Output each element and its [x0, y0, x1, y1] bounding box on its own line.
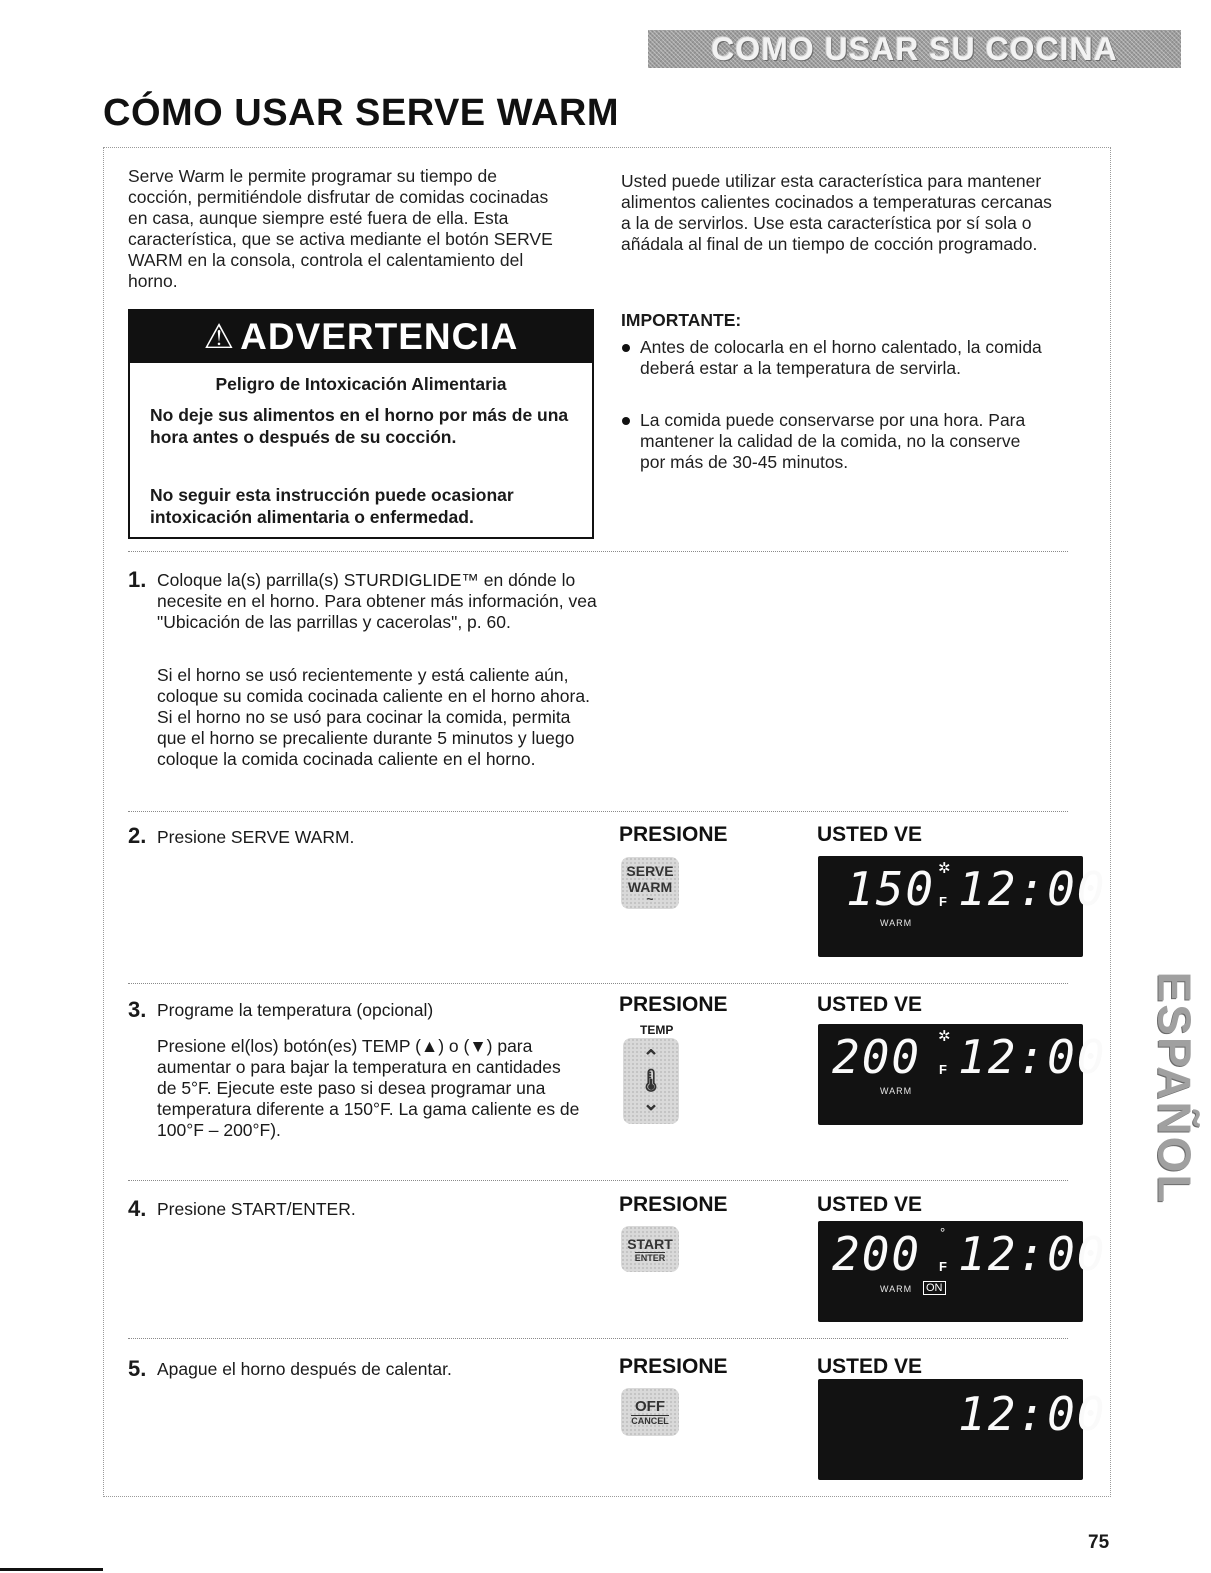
bottom-rule	[0, 1568, 103, 1571]
warning-heading: ADVERTENCIA	[240, 316, 519, 357]
cancel-label: CANCEL	[631, 1416, 669, 1426]
warning-body-1: No deje sus alimentos en el horno por más de una hora antes o después de su cocción.	[150, 405, 569, 447]
serve-warm-button[interactable]	[621, 857, 679, 909]
separator	[128, 1180, 1068, 1181]
display-clock: 12:00	[958, 1227, 1107, 1281]
page-number: 75	[1088, 1532, 1110, 1553]
off-label: OFF	[635, 1398, 665, 1415]
oven-display-step-2	[818, 856, 1107, 957]
step-2-text: Presione SERVE WARM.	[157, 827, 355, 847]
display-mode-label: WARM	[880, 918, 913, 928]
step-4-number: 4.	[128, 1196, 147, 1221]
press-column-label: PRESIONE	[619, 1193, 728, 1216]
see-column-label: USTED VE	[817, 1193, 923, 1216]
step-2-number: 2.	[128, 823, 147, 848]
display-temperature: 200	[832, 1030, 922, 1084]
temp-button[interactable]	[623, 1038, 679, 1124]
see-column-label: USTED VE	[817, 993, 923, 1016]
serve-warm-icon: ~	[646, 892, 654, 906]
display-temperature: 200	[832, 1227, 922, 1281]
step-5-number: 5.	[128, 1356, 147, 1381]
important-title: IMPORTANTE:	[621, 310, 742, 330]
degree-icon: °	[940, 1225, 946, 1240]
display-unit: F	[939, 1259, 947, 1274]
sun-icon: ✲	[938, 860, 951, 877]
display-clock: 12:00	[958, 1387, 1107, 1441]
serve-warm-label-2: WARM	[627, 879, 673, 895]
step-4-text: Presione START/ENTER.	[157, 1199, 356, 1219]
language-side-tab	[1148, 965, 1201, 1210]
display-clock: 12:00	[958, 1030, 1107, 1084]
language-side-tab-label: ESPAÑOL	[1148, 971, 1201, 1204]
bullet-dot-icon	[622, 417, 630, 425]
section-banner-text: COMO USAR SU COCINA	[711, 30, 1118, 67]
step-3-number: 3.	[128, 997, 147, 1022]
temp-up-arrow-icon[interactable]: ⌃	[642, 1047, 660, 1069]
step-3-text-2: Presione el(los) botón(es) TEMP (▲) o (▼) para aumentar o para bajar la temperatura en cantidades de 5°F. Ejecute este paso si desea programar una temperatura diferente a 150°F. La gama caliente es de 100°F – 200°F).	[157, 1036, 580, 1140]
warning-body-2: No seguir esta instrucción puede ocasionar intoxicación alimentaria o enfermedad.	[150, 485, 514, 527]
oven-display-step-5	[818, 1379, 1107, 1480]
see-column-label: USTED VE	[817, 1355, 923, 1378]
display-on-indicator: ON	[923, 1281, 946, 1295]
press-column-label: PRESIONE	[619, 823, 728, 846]
step-3-text: Programe la temperatura (opcional)	[157, 1000, 434, 1020]
intro-right-paragraph: Usted puede utilizar esta característica para mantener alimentos calientes cocinados a temperaturas cercanas a la de servirlos. Use esta característica por sí sola o añádala al final de un tiempo de cocción programado.	[621, 171, 1052, 254]
press-column-label: PRESIONE	[619, 993, 728, 1016]
display-unit: F	[939, 1062, 947, 1077]
separator	[128, 983, 1068, 984]
warning-triangle-icon: ⚠	[203, 318, 235, 356]
step-1-text-2: Si el horno se usó recientemente y está caliente aún, coloque su comida cocinada caliente en el horno ahora. Si el horno no se usó para cocinar la comida, permita que el horno se precaliente durante 5 minutos y luego coloque la comida cocinada caliente en el horno.	[157, 665, 590, 769]
separator	[128, 811, 1068, 812]
bullet-dot-icon	[622, 344, 630, 352]
display-temperature: 150	[846, 862, 936, 916]
step-5-text: Apague el horno después de calentar.	[157, 1359, 452, 1379]
warning-box	[128, 309, 594, 539]
start-label: START	[627, 1235, 673, 1252]
display-mode-label: WARM	[880, 1284, 913, 1294]
oven-display-step-3	[818, 1024, 1107, 1125]
enter-label: ENTER	[634, 1252, 666, 1263]
display-unit: F	[939, 894, 947, 909]
serve-warm-label-1: SERVE	[626, 863, 674, 879]
warning-header	[130, 311, 592, 363]
page-title: CÓMO USAR SERVE WARM	[103, 92, 620, 134]
intro-left-paragraph: Serve Warm le permite programar su tiempo de cocción, permitiéndole disfrutar de comidas cocinadas en casa, aunque siempre esté fuera de ella. Esta característica, que se activa mediante el botón SERVE WARM en la consola, controla el calentamiento del horno.	[128, 166, 553, 291]
section-banner	[648, 30, 1181, 68]
separator	[128, 551, 1068, 552]
off-cancel-button[interactable]	[621, 1388, 679, 1436]
see-column-label: USTED VE	[817, 823, 923, 846]
warning-subtitle: Peligro de Intoxicación Alimentaria	[215, 374, 507, 394]
display-clock: 12:00	[958, 862, 1107, 916]
display-mode-label: WARM	[880, 1086, 913, 1096]
separator	[128, 1338, 1068, 1339]
important-bullet-2: La comida puede conservarse por una hora. Para mantener la calidad de la comida, no la conserve por más de 30-45 minutos.	[640, 410, 1026, 472]
oven-display-step-4	[818, 1221, 1107, 1322]
sun-icon: ✲	[938, 1028, 951, 1045]
temp-down-arrow-icon[interactable]: ⌄	[642, 1093, 660, 1115]
thermometer-icon: 🌡	[637, 1068, 665, 1093]
step-1-number: 1.	[128, 567, 147, 592]
important-bullet-1: Antes de colocarla en el horno calentado, la comida deberá estar a la temperatura de servirla.	[640, 337, 1042, 378]
step-1-text: Coloque la(s) parrilla(s) STURDIGLIDE™ en dónde lo necesite en el horno. Para obtener más información, vea "Ubicación de las parrillas y cacerolas", p. 60.	[157, 570, 597, 632]
temp-button-label: TEMP	[640, 1023, 674, 1037]
start-enter-button[interactable]	[621, 1226, 679, 1272]
press-column-label: PRESIONE	[619, 1355, 728, 1378]
